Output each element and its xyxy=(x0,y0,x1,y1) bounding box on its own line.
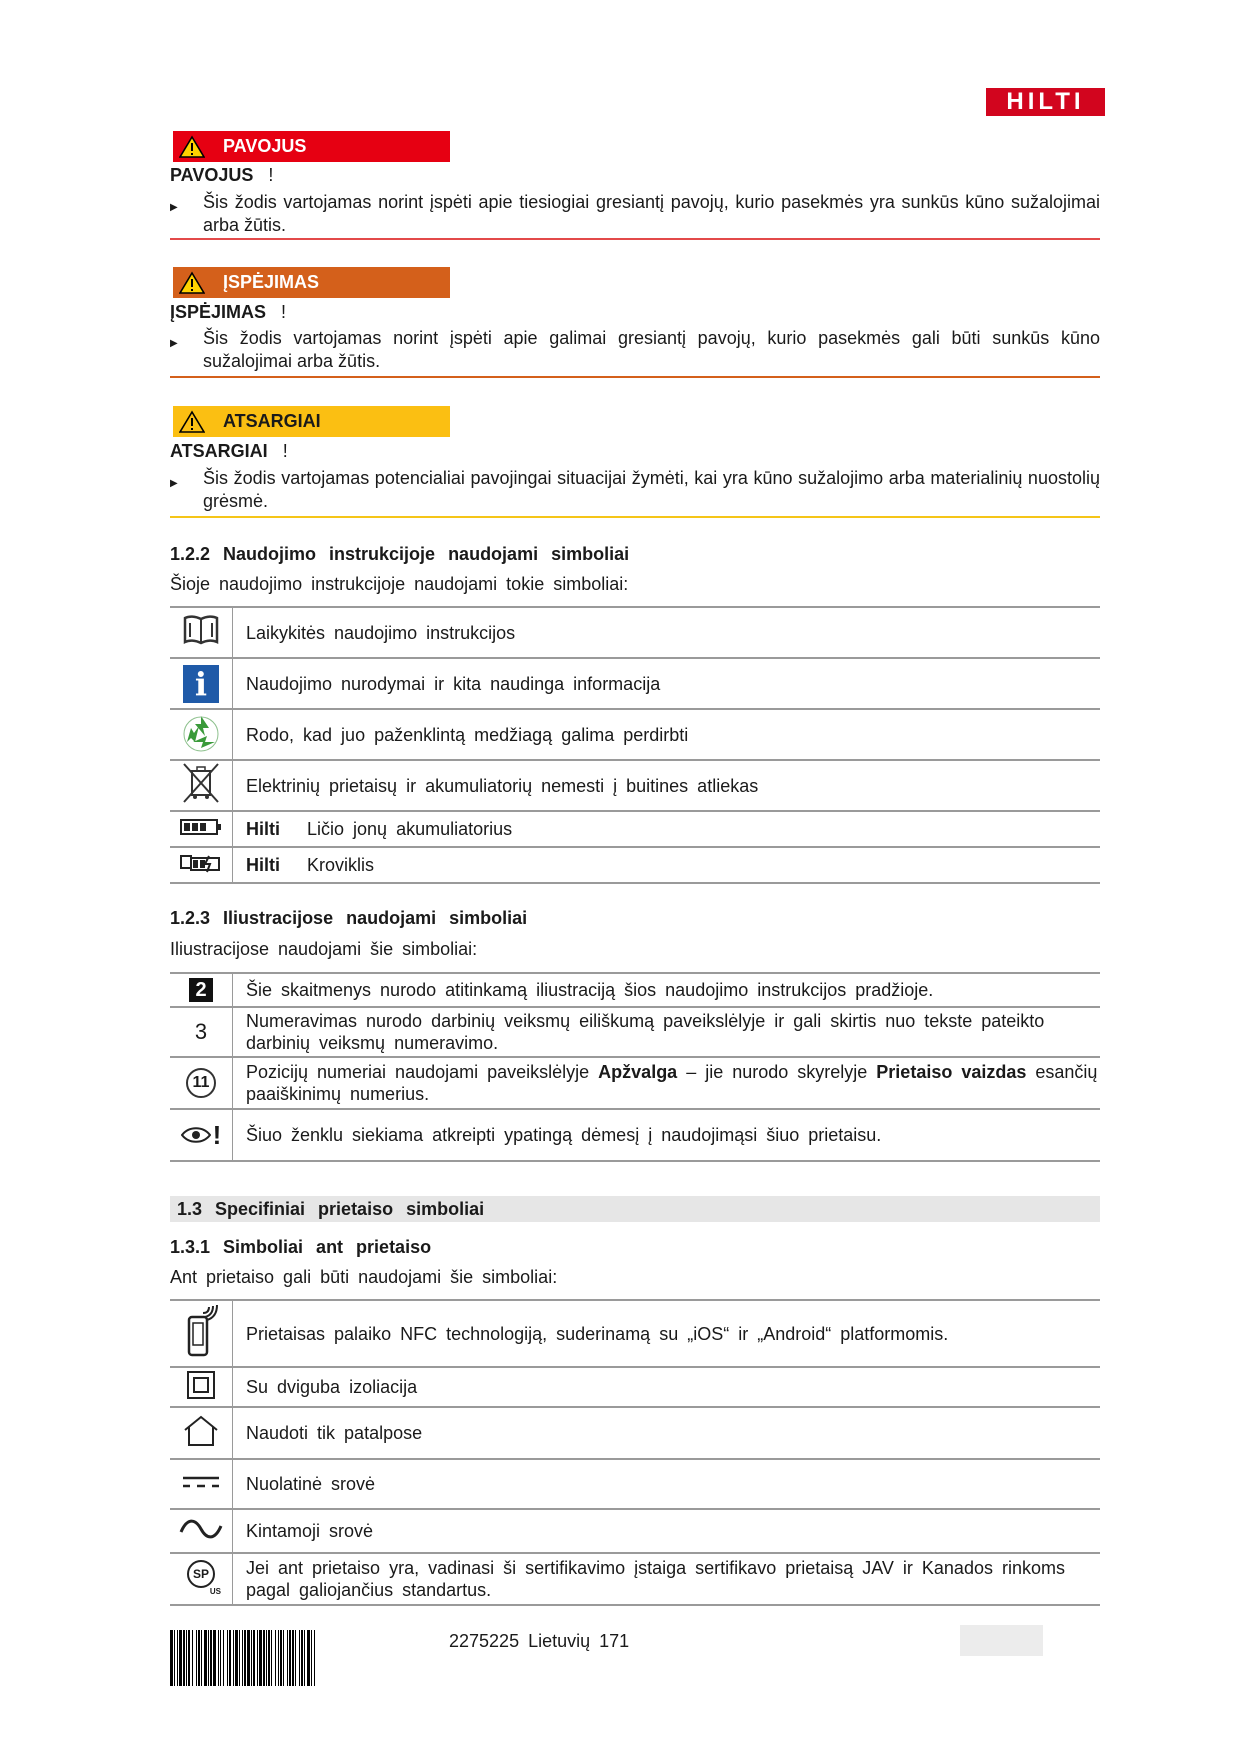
symbol-description: Pozicijų numeriai naudojami paveikslėlyje Apžvalga – jie nurodo skyrelyje Prietaiso vaizdas esančių paaiškinimų numerius. xyxy=(233,1057,1101,1109)
page-tab-marker xyxy=(960,1625,1043,1656)
table-row xyxy=(170,658,1100,709)
symbol-description: Šiuo ženklu siekiama atkreipti ypatingą dėmesį į naudojimąsi šiuo prietaisu. xyxy=(233,1109,1101,1161)
symbol-cell xyxy=(170,1109,233,1161)
eye-icon xyxy=(181,1126,211,1144)
warning-triangle-icon xyxy=(179,410,205,434)
hilti-logo: HILTI xyxy=(986,88,1105,116)
step-number-icon: 3 xyxy=(194,1019,208,1044)
section-heading-1-3: 1.3 Specifiniai prietaiso simboliai xyxy=(170,1196,1100,1222)
table-row xyxy=(170,1057,1100,1109)
caution-bar-label: ATSARGIAI xyxy=(223,411,321,431)
caution-description: ▶ Šis žodis vartojamas potencialiai pavojingai situacijai žymėti, kai yra kūno sužalojimo arba materialinių nuostolių grėsmė. xyxy=(170,468,1100,511)
symbol-cell xyxy=(170,1007,233,1057)
direct-current-icon xyxy=(181,1474,221,1490)
info-icon: i xyxy=(183,665,219,703)
symbol-description: Numeravimas nurodo darbinių veiksmų eiliškumą paveikslėlyje ir gali skirtis nuo tekste pateikto darbinių veiksmų numeravimo. xyxy=(233,1007,1101,1057)
barcode-bar xyxy=(315,1630,316,1686)
symbol-cell xyxy=(170,1300,233,1367)
section-heading-1-3-1: 1.3.1 Simboliai ant prietaiso xyxy=(170,1237,432,1257)
bullet-arrow-icon: ▶ xyxy=(170,338,178,349)
danger-signal-word: PAVOJUS ! xyxy=(170,165,274,185)
page-footer: 2275225 Lietuvių 171 xyxy=(449,1631,630,1651)
warning-signal-bar xyxy=(173,267,450,298)
symbols-table-manual xyxy=(170,606,1100,884)
bullet-arrow-icon: ▶ xyxy=(170,478,178,489)
bullet-arrow-icon: ▶ xyxy=(170,202,178,213)
symbol-cell xyxy=(170,1553,233,1605)
section-intro-1-2-3: Iliustracijose naudojami šie simboliai: xyxy=(170,939,478,959)
table-row xyxy=(170,1553,1100,1605)
symbol-cell xyxy=(170,658,233,709)
symbols-table-illustrations xyxy=(170,972,1100,1162)
table-row xyxy=(170,811,1100,847)
warning-divider xyxy=(170,376,1100,378)
csa-certification-icon: SP US xyxy=(181,1558,221,1596)
table-row xyxy=(170,1109,1100,1161)
charger-icon xyxy=(179,852,223,874)
symbol-cell xyxy=(170,1057,233,1109)
caution-divider xyxy=(170,516,1100,518)
symbol-description: Naudojimo nurodymai ir kita naudinga informacija xyxy=(233,658,1101,709)
symbol-description: Kintamoji srovė xyxy=(233,1509,1101,1553)
symbol-cell xyxy=(170,1367,233,1407)
symbol-description: Nuolatinė srovė xyxy=(233,1459,1101,1509)
danger-description: ▶ Šis žodis vartojamas norint įspėti apie tiesiogiai gresiantį pavojų, kurio pasekmės yra sunkūs kūno sužalojimai arba žūtis. xyxy=(170,192,1100,235)
symbol-description: Laikykitės naudojimo instrukcijos xyxy=(233,607,1101,658)
symbol-description: Rodo, kad juo paženklintą medžiagą galima perdirbti xyxy=(233,709,1101,760)
double-insulation-icon xyxy=(186,1370,216,1400)
barcode xyxy=(170,1630,316,1686)
caution-signal-bar xyxy=(173,406,450,437)
nfc-phone-icon xyxy=(183,1303,219,1359)
symbol-cell xyxy=(170,811,233,847)
symbol-description: Naudoti tik patalpose xyxy=(233,1407,1101,1459)
symbol-cell xyxy=(170,607,233,658)
danger-bar-label: PAVOJUS xyxy=(223,136,307,156)
symbol-cell xyxy=(170,1407,233,1459)
manual-book-icon xyxy=(181,613,221,647)
attention-eye-icon: ! xyxy=(181,1120,222,1151)
warning-description: ▶ Šis žodis vartojamas norint įspėti apie galimai gresiantį pavojų, kurio pasekmės gali būti sunkūs kūno sužalojimai arba žūtis. xyxy=(170,328,1100,371)
table-row xyxy=(170,1459,1100,1509)
alternating-current-icon xyxy=(179,1518,223,1540)
danger-divider xyxy=(170,238,1100,240)
section-heading-1-2-3: 1.2.3 Iliustracijose naudojami simboliai xyxy=(170,908,528,928)
symbol-cell xyxy=(170,1509,233,1553)
section-intro-1-2-2: Šioje naudojimo instrukcijoje naudojami tokie simboliai: xyxy=(170,574,629,594)
symbol-cell xyxy=(170,709,233,760)
position-number-icon: 11 xyxy=(186,1068,216,1098)
table-row xyxy=(170,1007,1100,1057)
symbol-cell xyxy=(170,973,233,1007)
warning-signal-word: ĮSPĖJIMAS ! xyxy=(170,302,287,322)
table-row xyxy=(170,1509,1100,1553)
symbol-description: Hilti Kroviklis xyxy=(233,847,1101,883)
section-intro-1-3-1: Ant prietaiso gali būti naudojami šie simboliai: xyxy=(170,1267,558,1287)
symbol-cell xyxy=(170,760,233,811)
warning-triangle-icon xyxy=(179,271,205,295)
section-heading-1-2-2: 1.2.2 Naudojimo instrukcijoje naudojami simboliai xyxy=(170,544,630,564)
recycle-icon xyxy=(181,712,221,752)
crossed-bin-icon xyxy=(181,761,221,805)
symbol-description: Su dviguba izoliacija xyxy=(233,1367,1101,1407)
indoor-house-icon xyxy=(183,1414,219,1448)
table-row xyxy=(170,847,1100,883)
table-row xyxy=(170,973,1100,1007)
symbol-cell xyxy=(170,1459,233,1509)
symbol-description: Prietaisas palaiko NFC technologiją, suderinamą su „iOS“ ir „Android“ platformomis. xyxy=(233,1300,1101,1367)
table-row xyxy=(170,709,1100,760)
warning-triangle-icon xyxy=(179,135,205,159)
table-row xyxy=(170,1407,1100,1459)
number-box-icon: 2 xyxy=(189,978,213,1002)
symbol-cell xyxy=(170,847,233,883)
table-row xyxy=(170,760,1100,811)
symbol-description: Hilti Ličio jonų akumuliatorius xyxy=(233,811,1101,847)
warning-bar-label: ĮSPĖJIMAS xyxy=(223,272,320,292)
caution-signal-word: ATSARGIAI ! xyxy=(170,441,288,461)
symbol-description: Elektrinių prietaisų ir akumuliatorių nemesti į buitines atliekas xyxy=(233,760,1101,811)
battery-icon xyxy=(180,818,222,836)
symbol-description: Šie skaitmenys nurodo atitinkamą iliustraciją šios naudojimo instrukcijos pradžioje. xyxy=(233,973,1101,1007)
symbol-description: Jei ant prietaiso yra, vadinasi ši sertifikavimo įstaiga sertifikavo prietaisą JAV ir Kanados rinkoms pagal galiojančius standartus. xyxy=(233,1553,1101,1605)
symbols-table-device xyxy=(170,1299,1100,1606)
table-row xyxy=(170,1300,1100,1367)
table-row xyxy=(170,607,1100,658)
danger-signal-bar xyxy=(173,131,450,162)
table-row xyxy=(170,1367,1100,1407)
